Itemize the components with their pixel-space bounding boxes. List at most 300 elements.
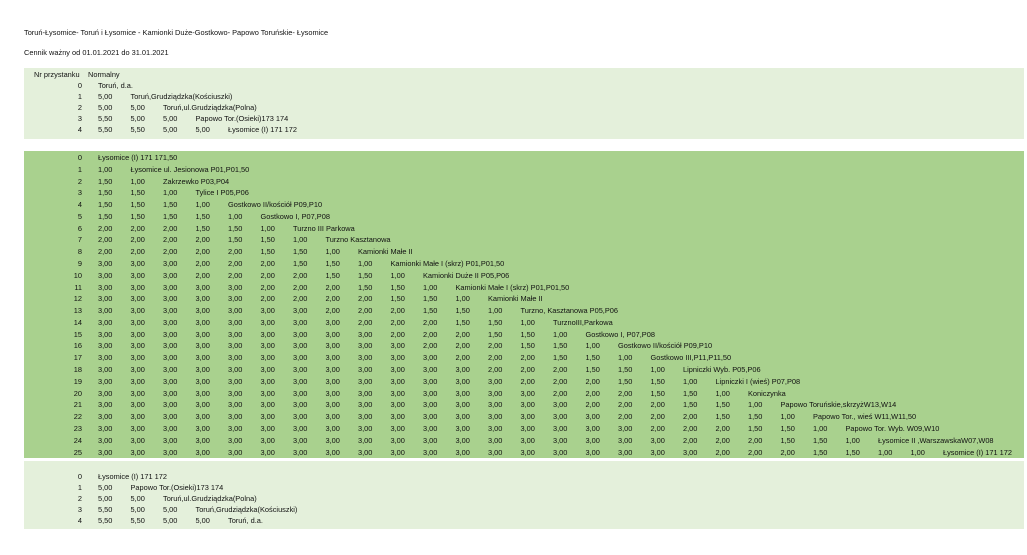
fare-cell: 3,00 [98, 435, 113, 445]
table-row [24, 91, 1024, 102]
stop-number: 6 [77, 223, 82, 233]
fare-cell: 5,50 [130, 125, 145, 134]
fare-cell: 3,00 [98, 388, 113, 398]
fare-cell: 3,00 [520, 388, 535, 398]
stop-name: TurznoIII,Parkowa [553, 317, 613, 327]
stop-number: 12 [73, 294, 82, 304]
fare-cell: 2,00 [455, 329, 470, 339]
fare-cell: 2,00 [715, 447, 730, 457]
fare-cell: 5,00 [130, 114, 145, 123]
fare-cell: 3,00 [618, 423, 633, 433]
fare-cell: 3,00 [163, 400, 178, 410]
fare-cell: 2,00 [683, 412, 698, 422]
fare-cell: 1,50 [455, 306, 470, 316]
table-row [24, 234, 1024, 245]
stop-name: Papowo Tor.(Osieki)173 174 [130, 483, 224, 492]
fare-cell: 3,00 [98, 317, 113, 327]
stop-number: 3 [77, 114, 82, 123]
fare-cell: 2,00 [488, 353, 503, 363]
fare-cell: 3,00 [293, 365, 308, 375]
fare-cell: 2,00 [130, 247, 145, 257]
fare-cell: 1,00 [130, 176, 145, 186]
fare-cell: 2,00 [325, 294, 340, 304]
table-row [24, 282, 1024, 293]
fare-cell: 3,00 [553, 400, 568, 410]
fare-cell: 3,00 [163, 376, 178, 386]
fare-cell: 1,50 [260, 247, 275, 257]
stop-name: Łysomice (I) 171 172 [98, 472, 168, 481]
stop-number: 24 [73, 435, 82, 445]
fare-cell: 3,00 [260, 388, 275, 398]
stop-name: Toruń,Grudziądzka(Kościuszki) [130, 92, 233, 101]
fare-cell: 1,50 [618, 376, 633, 386]
stop-number: 23 [73, 423, 82, 433]
stop-name: Gostkowo I, P07,P08 [260, 211, 330, 221]
fare-cell: 2,00 [650, 412, 665, 422]
fare-cell: 3,00 [195, 282, 210, 292]
fare-cell: 3,00 [195, 317, 210, 327]
fare-cell: 2,00 [130, 235, 145, 245]
fare-cell: 2,00 [585, 400, 600, 410]
fare-cell: 5,50 [98, 516, 113, 525]
fare-cell: 3,00 [358, 353, 373, 363]
table-row [24, 246, 1024, 257]
fare-cell: 2,00 [553, 376, 568, 386]
fare-cell: 3,00 [520, 447, 535, 457]
fare-cell: 3,00 [195, 423, 210, 433]
fare-cell: 1,00 [585, 341, 600, 351]
fare-cell: 1,50 [553, 341, 568, 351]
fare-cell: 1,50 [780, 435, 795, 445]
fare-cell: 3,00 [228, 317, 243, 327]
fare-cell: 3,00 [585, 435, 600, 445]
stop-name: Papowo Tor.(Osieki)173 174 [195, 114, 289, 123]
stop-name: Zakrzewko P03,P04 [163, 176, 230, 186]
fare-cell: 1,00 [98, 164, 113, 174]
fare-cell: 3,00 [325, 341, 340, 351]
fare-cell: 3,00 [293, 388, 308, 398]
fare-cell: 3,00 [553, 412, 568, 422]
stop-name: Łysomice (I) 171 172 [228, 125, 298, 134]
fare-cell: 1,50 [228, 235, 243, 245]
fare-cell: 2,00 [715, 435, 730, 445]
fare-cell: 3,00 [260, 317, 275, 327]
fare-cell: 3,00 [130, 341, 145, 351]
stop-name: Kamionki Małe II [488, 294, 543, 304]
fare-cell: 3,00 [488, 376, 503, 386]
fare-cell: 3,00 [488, 400, 503, 410]
fare-cell: 3,00 [130, 259, 145, 269]
fare-cell: 3,00 [423, 447, 438, 457]
fare-cell: 5,00 [98, 103, 113, 112]
table-row [24, 423, 1024, 434]
fare-cell: 3,00 [228, 412, 243, 422]
fare-cell: 2,00 [683, 435, 698, 445]
fare-cell: 3,00 [325, 412, 340, 422]
fare-cell: 5,00 [163, 505, 178, 514]
fare-cell: 3,00 [228, 365, 243, 375]
fare-cell: 2,00 [228, 247, 243, 257]
fare-cell: 2,00 [618, 412, 633, 422]
fare-cell: 3,00 [553, 423, 568, 433]
fare-cell: 2,00 [390, 306, 405, 316]
stop-name: Łysomice (I) 171 171,50 [98, 153, 178, 162]
fare-cell: 1,00 [650, 365, 665, 375]
fare-cell: 1,50 [98, 188, 113, 198]
fare-cell: 3,00 [455, 435, 470, 445]
fare-cell: 2,00 [423, 329, 438, 339]
fare-cell: 1,00 [618, 353, 633, 363]
stop-name: Łysomice II ,WarszawskaW07,W08 [878, 435, 994, 445]
fare-cell: 2,00 [358, 306, 373, 316]
fare-cell: 3,00 [163, 447, 178, 457]
fare-cell: 1,50 [845, 447, 860, 457]
fare-cell: 3,00 [488, 388, 503, 398]
fare-cell: 2,00 [423, 341, 438, 351]
stop-name: Gostkowo II/kościół P09,P10 [618, 341, 713, 351]
fare-cell: 3,00 [325, 376, 340, 386]
fare-cell: 3,00 [325, 317, 340, 327]
fare-cell: 3,00 [163, 341, 178, 351]
fare-cell: 1,00 [845, 435, 860, 445]
fare-cell: 3,00 [260, 306, 275, 316]
stop-number-header: Nr przystanku [34, 70, 80, 79]
fare-cell: 1,50 [98, 176, 113, 186]
fare-cell: 3,00 [683, 447, 698, 457]
fare-cell: 1,50 [813, 435, 828, 445]
stop-number: 17 [73, 353, 82, 363]
fare-cell: 3,00 [98, 365, 113, 375]
fare-cell: 2,00 [98, 247, 113, 257]
fare-cell: 3,00 [520, 400, 535, 410]
fare-cell: 1,50 [98, 211, 113, 221]
fare-cell: 1,00 [715, 388, 730, 398]
stop-number: 2 [77, 494, 82, 503]
fare-cell: 3,00 [195, 435, 210, 445]
fare-cell: 1,50 [488, 329, 503, 339]
table-row [24, 102, 1024, 113]
fare-cell: 5,00 [130, 505, 145, 514]
stop-name: Łysomice (I) 171 172 [943, 447, 1013, 457]
stop-name: Papowo Tor. Wyb. W09,W10 [845, 423, 940, 433]
fare-cell: 5,00 [195, 125, 210, 134]
fare-cell: 3,00 [228, 400, 243, 410]
fare-cell: 3,00 [488, 423, 503, 433]
table-row [24, 258, 1024, 269]
fare-cell: 1,00 [260, 223, 275, 233]
fare-cell: 3,00 [618, 447, 633, 457]
fare-cell: 3,00 [228, 447, 243, 457]
table-row [24, 399, 1024, 410]
fare-cell: 3,00 [195, 306, 210, 316]
fare-cell: 2,00 [650, 400, 665, 410]
stop-name: Papowo Toruńskie,skrzyżW13,W14 [780, 400, 897, 410]
fare-cell: 3,00 [163, 388, 178, 398]
fare-cell: 3,00 [98, 329, 113, 339]
stop-number: 19 [73, 376, 82, 386]
table-row [24, 176, 1024, 187]
stop-number: 1 [77, 483, 82, 492]
fare-cell: 5,00 [98, 483, 113, 492]
fare-cell: 3,00 [358, 447, 373, 457]
fare-cell: 2,00 [390, 317, 405, 327]
table-row [24, 435, 1024, 446]
fare-cell: 3,00 [163, 435, 178, 445]
fare-cell: 3,00 [585, 447, 600, 457]
fare-cell: 3,00 [520, 435, 535, 445]
fare-cell: 2,00 [423, 317, 438, 327]
table-row [24, 504, 1024, 515]
fare-cell: 3,00 [195, 341, 210, 351]
fare-cell: 1,50 [130, 211, 145, 221]
stop-name: Gostkowo I, P07,P08 [585, 329, 655, 339]
fare-cell: 2,00 [325, 306, 340, 316]
fare-cell: 1,50 [585, 353, 600, 363]
fare-cell: 2,00 [98, 235, 113, 245]
fare-cell: 3,00 [358, 329, 373, 339]
fare-cell: 1,50 [325, 259, 340, 269]
fare-cell: 3,00 [98, 412, 113, 422]
table-row [24, 113, 1024, 124]
stop-number: 2 [77, 103, 82, 112]
fare-cell: 1,50 [260, 235, 275, 245]
fare-cell: 2,00 [618, 388, 633, 398]
fare-cell: 5,00 [130, 494, 145, 503]
fare-cell: 2,00 [520, 353, 535, 363]
fare-cell: 3,00 [488, 412, 503, 422]
fare-cell: 1,00 [163, 188, 178, 198]
fare-cell: 3,00 [98, 259, 113, 269]
stop-number: 18 [73, 365, 82, 375]
stop-number: 11 [74, 282, 82, 292]
fare-cell: 3,00 [325, 400, 340, 410]
fare-cell: 3,00 [293, 306, 308, 316]
fare-cell: 1,00 [423, 282, 438, 292]
stop-name: Toruń,Grudziądzka(Kościuszki) [195, 505, 298, 514]
fare-cell: 1,50 [195, 211, 210, 221]
fare-cell: 2,00 [358, 317, 373, 327]
fare-type-header: Normalny [88, 70, 120, 79]
stop-number: 25 [73, 447, 82, 457]
fare-cell: 3,00 [130, 412, 145, 422]
fare-cell: 1,50 [488, 317, 503, 327]
fare-cell: 2,00 [195, 270, 210, 280]
fare-cell: 1,00 [553, 329, 568, 339]
fare-cell: 2,00 [520, 365, 535, 375]
table-row [24, 124, 1024, 135]
fare-cell: 1,50 [520, 341, 535, 351]
table-row [24, 471, 1024, 482]
fare-cell: 3,00 [293, 400, 308, 410]
fare-cell: 1,50 [358, 270, 373, 280]
fare-cell: 1,50 [650, 376, 665, 386]
fare-cell: 2,00 [553, 388, 568, 398]
fare-cell: 1,00 [195, 200, 210, 210]
fare-cell: 3,00 [130, 306, 145, 316]
fare-cell: 1,50 [748, 423, 763, 433]
fare-cell: 1,50 [423, 306, 438, 316]
fare-cell: 2,00 [163, 223, 178, 233]
fare-cell: 1,00 [293, 235, 308, 245]
fare-cell: 3,00 [488, 435, 503, 445]
fare-cell: 3,00 [98, 270, 113, 280]
fare-cell: 3,00 [130, 388, 145, 398]
fare-cell: 1,50 [553, 353, 568, 363]
fare-cell: 3,00 [98, 282, 113, 292]
fare-cell: 2,00 [618, 400, 633, 410]
fare-cell: 3,00 [195, 447, 210, 457]
fare-cell: 2,00 [163, 247, 178, 257]
stop-name: Toruń,ul.Grudziądzka(Polna) [163, 494, 257, 503]
table-row [24, 482, 1024, 493]
fare-cell: 1,50 [195, 223, 210, 233]
fare-cell: 3,00 [390, 423, 405, 433]
fare-cell: 3,00 [163, 282, 178, 292]
fare-cell: 2,00 [260, 294, 275, 304]
fare-cell: 3,00 [390, 365, 405, 375]
fare-cell: 3,00 [130, 329, 145, 339]
fare-cell: 3,00 [260, 376, 275, 386]
stop-number: 10 [73, 270, 82, 280]
fare-cell: 1,00 [228, 211, 243, 221]
fare-cell: 3,00 [130, 317, 145, 327]
fare-cell: 1,50 [520, 329, 535, 339]
table-row [24, 223, 1024, 234]
stop-number: 1 [77, 164, 82, 174]
fare-cell: 1,50 [390, 282, 405, 292]
stop-number: 4 [77, 200, 82, 210]
fare-cell: 3,00 [260, 365, 275, 375]
fare-cell: 2,00 [748, 447, 763, 457]
fare-cell: 2,00 [293, 282, 308, 292]
stop-number: 2 [77, 176, 82, 186]
fare-cell: 5,50 [98, 125, 113, 134]
fare-cell: 1,00 [910, 447, 925, 457]
fare-cell: 3,00 [358, 341, 373, 351]
fare-cell: 3,00 [98, 294, 113, 304]
fare-cell: 2,00 [520, 376, 535, 386]
fare-cell: 1,50 [98, 200, 113, 210]
fare-cell: 3,00 [390, 447, 405, 457]
stop-name: Lipniczki Wyb. P05,P06 [683, 365, 761, 375]
fare-cell: 3,00 [358, 423, 373, 433]
table-row [24, 152, 1024, 163]
fare-cell: 3,00 [98, 376, 113, 386]
fare-cell: 3,00 [228, 376, 243, 386]
fare-cell: 1,00 [813, 423, 828, 433]
fare-cell: 2,00 [260, 259, 275, 269]
table-row [24, 199, 1024, 210]
fare-cell: 3,00 [585, 423, 600, 433]
fare-cell: 2,00 [455, 341, 470, 351]
fare-cell: 3,00 [130, 270, 145, 280]
fare-cell: 3,00 [98, 341, 113, 351]
fare-cell: 2,00 [585, 388, 600, 398]
fare-cell: 1,00 [520, 317, 535, 327]
fare-cell: 3,00 [423, 435, 438, 445]
fare-cell: 1,50 [293, 259, 308, 269]
fare-cell: 1,50 [618, 365, 633, 375]
fare-cell: 3,00 [358, 400, 373, 410]
fare-cell: 5,50 [98, 114, 113, 123]
fare-cell: 5,00 [163, 114, 178, 123]
fare-cell: 3,00 [325, 388, 340, 398]
fare-cell: 2,00 [455, 353, 470, 363]
fare-cell: 1,50 [325, 270, 340, 280]
fare-cell: 3,00 [163, 423, 178, 433]
fare-cell: 3,00 [228, 435, 243, 445]
fare-cell: 2,00 [98, 223, 113, 233]
fare-cell: 2,00 [195, 235, 210, 245]
fare-cell: 1,50 [683, 400, 698, 410]
stop-name: Turzno III Parkowa [293, 223, 355, 233]
fare-cell: 3,00 [163, 270, 178, 280]
table-row [24, 293, 1024, 304]
fare-cell: 5,50 [98, 505, 113, 514]
table-row [24, 376, 1024, 387]
fare-cell: 1,50 [585, 365, 600, 375]
table-row [24, 164, 1024, 175]
stop-number: 14 [73, 317, 82, 327]
fare-cell: 1,50 [455, 317, 470, 327]
page-title: Toruń-Łysomice- Toruń i Łysomice - Kamionki Duże-Gostkowo- Papowo Toruńskie- Łysomice [24, 28, 329, 37]
fare-cell: 3,00 [423, 412, 438, 422]
fare-cell: 3,00 [260, 353, 275, 363]
fare-cell: 2,00 [650, 423, 665, 433]
fare-cell: 3,00 [358, 376, 373, 386]
fare-cell: 3,00 [163, 294, 178, 304]
fare-cell: 3,00 [195, 388, 210, 398]
fare-cell: 2,00 [228, 270, 243, 280]
fare-cell: 3,00 [130, 447, 145, 457]
fare-cell: 3,00 [455, 412, 470, 422]
fare-cell: 3,00 [260, 435, 275, 445]
fare-cell: 1,00 [780, 412, 795, 422]
fare-cell: 3,00 [195, 353, 210, 363]
fare-cell: 3,00 [390, 412, 405, 422]
fare-cell: 1,50 [228, 223, 243, 233]
fare-cell: 3,00 [260, 341, 275, 351]
stop-number: 8 [77, 247, 82, 257]
fare-cell: 3,00 [293, 376, 308, 386]
fare-cell: 3,00 [520, 412, 535, 422]
fare-cell: 5,00 [163, 125, 178, 134]
fare-cell: 3,00 [228, 353, 243, 363]
fare-cell: 3,00 [358, 365, 373, 375]
fare-cell: 3,00 [455, 365, 470, 375]
fare-cell: 3,00 [390, 435, 405, 445]
fare-cell: 1,50 [130, 188, 145, 198]
fare-cell: 3,00 [358, 435, 373, 445]
fare-cell: 1,00 [748, 400, 763, 410]
fare-cell: 3,00 [130, 423, 145, 433]
fare-cell: 3,00 [228, 294, 243, 304]
fare-cell: 1,50 [130, 200, 145, 210]
fare-cell: 3,00 [325, 353, 340, 363]
fare-cell: 1,50 [650, 388, 665, 398]
fare-cell: 2,00 [293, 270, 308, 280]
fare-cell: 1,50 [163, 200, 178, 210]
stop-name: Kamionki Małe I (skrz) P01,P01,50 [455, 282, 570, 292]
fare-cell: 3,00 [488, 447, 503, 457]
fare-cell: 3,00 [228, 388, 243, 398]
validity-note: Cennik ważny od 01.01.2021 do 31.01.2021 [24, 48, 169, 57]
fare-cell: 3,00 [293, 341, 308, 351]
table-row [24, 270, 1024, 281]
fare-cell: 3,00 [423, 388, 438, 398]
stop-name: Koniczynka [748, 388, 786, 398]
fare-cell: 3,00 [455, 376, 470, 386]
